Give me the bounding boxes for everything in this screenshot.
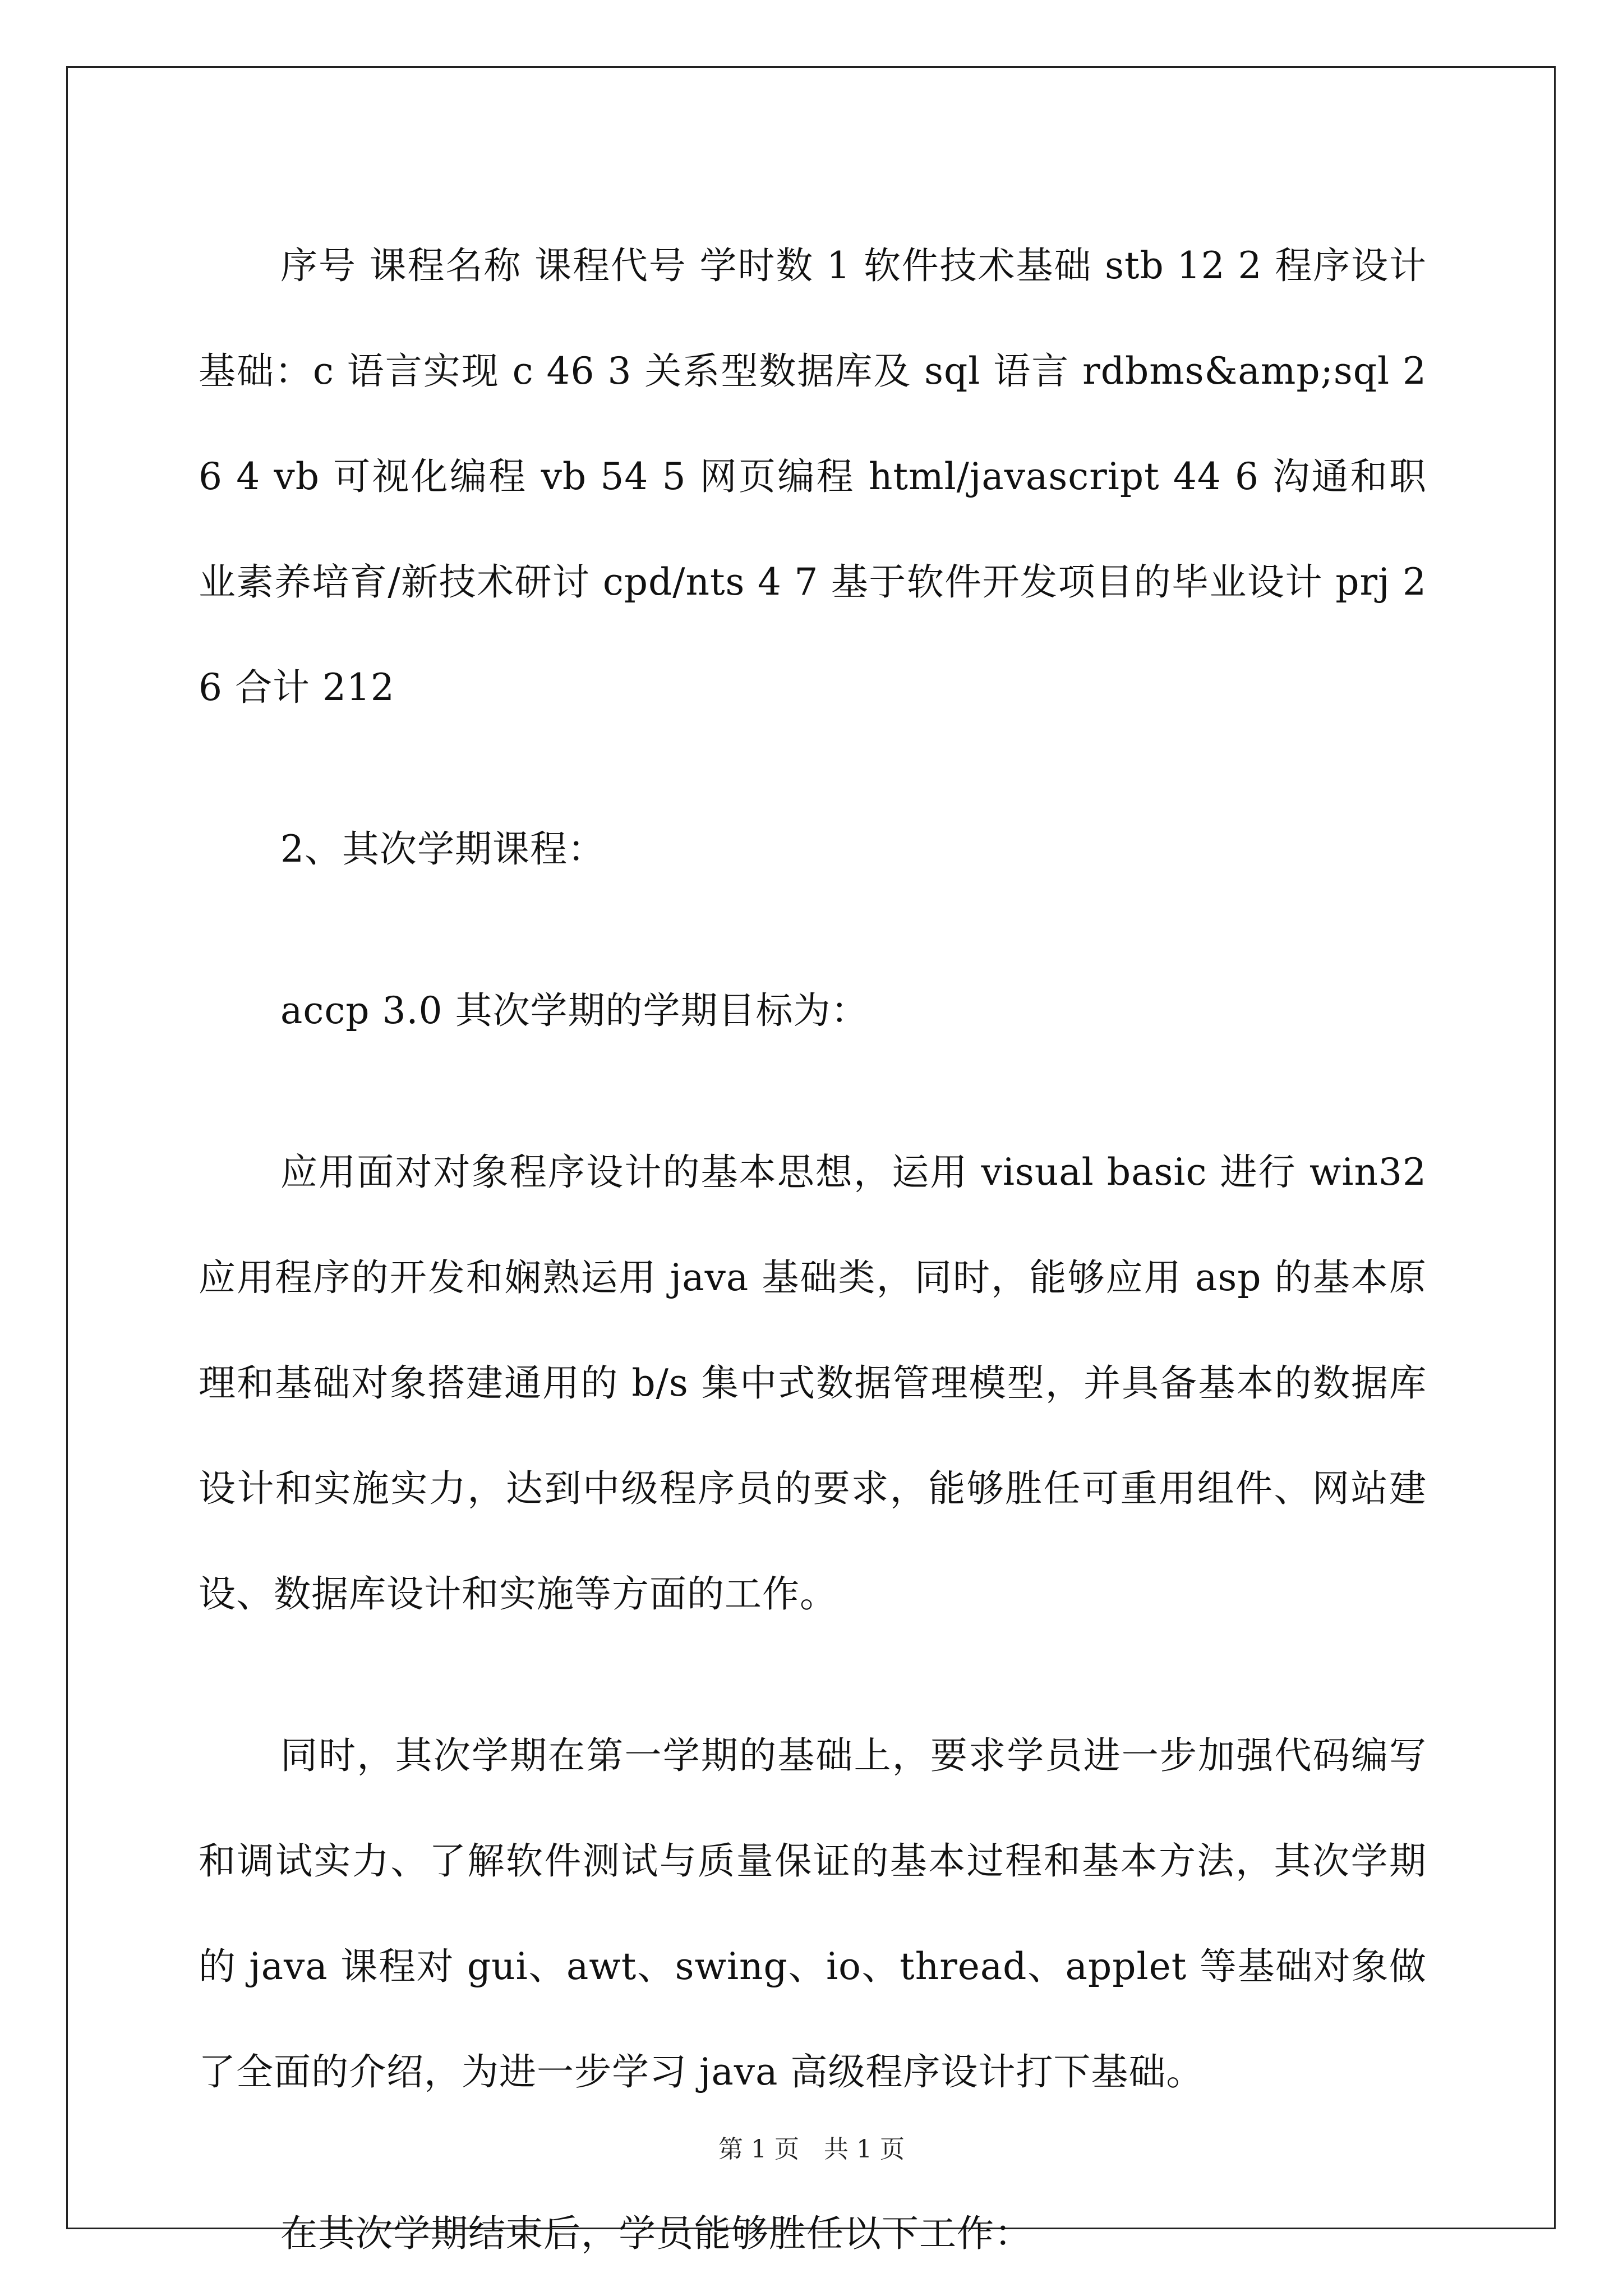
paragraph-semester-goal-intro: accp 3.0 其次学期的学期目标为：: [280, 989, 869, 1032]
document-body: [199, 213, 1427, 2286]
paragraph-after-semester: 在其次学期结束后，学员能够胜任以下工作：: [280, 2212, 1032, 2255]
paragraph-course-table: 序号 课程名称 课程代号 学时数 1 软件技术基础 stb 12 2 程序设计基础：c 语言实现 c 46 3 关系型数据库及 sql 语言 rdbms&amp;sql 26 4 vb 可视化编程 vb 54 5 网页编程 html/javascript 44 6 沟通和职业素养培育/新技术研讨 cpd/nts 4 7 基于软件开发项目的毕业设计 prj 26 合计 212: [199, 244, 1427, 709]
paragraph-semester-goal: 应用面对对象程序设计的基本思想，运用 visual basic 进行 win32 应用程序的开发和娴熟运用 java 基础类，同时，能够应用 asp 的基本原理和基础对象搭建通用的 b/s 集中式数据管理模型，并具备基本的数据库设计和实施实力，达到中级程序员的要求，能够胜任可重用组件、网站建设、数据库设计和实施等方面的工作。: [199, 1151, 1427, 1616]
page-number-footer: 第 1 页 共 1 页: [718, 2135, 905, 2164]
paragraph-semester-requirements: 同时，其次学期在第一学期的基础上，要求学员进一步加强代码编写和调试实力、了解软件测试与质量保证的基本过程和基本方法，其次学期的 java 课程对 gui、awt、swing、io、thread、applet 等基础对象做了全面的介绍，为进一步学习 java 高级程序设计打下基础。: [199, 1734, 1427, 2093]
paragraph-second-semester-heading: 2、其次学期课程：: [280, 827, 605, 871]
